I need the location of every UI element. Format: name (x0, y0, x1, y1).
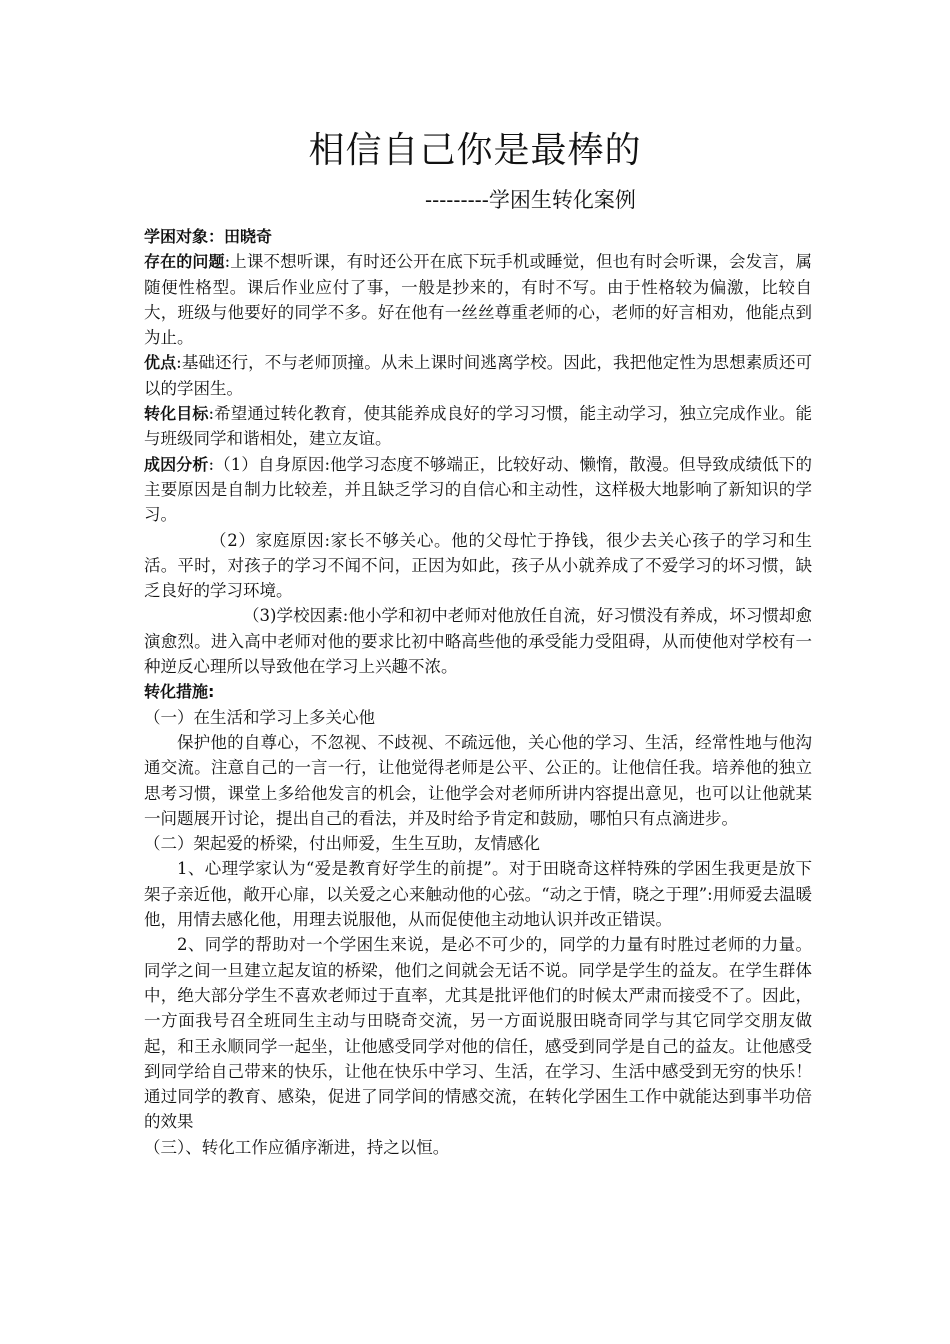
cause-school-paragraph: （3)学校因素:他小学和初中老师对他放任自流，好习惯没有养成，坏习惯却愈演愈烈。进入高中老师对他的要求比初中略高些他的承受能力受阻碍，从而使他对学校有一种逆反心理所以导致他在学习上兴趣不浓。 (144, 606, 812, 677)
measure-1-heading: （一）在生活和学习上多关心他 (144, 707, 375, 727)
student-object-line (144, 224, 812, 249)
goal-paragraph (144, 401, 812, 452)
problem-label: 存在的问题 (144, 252, 225, 272)
measure-3-heading: （三）、转化工作应循序渐进，持之以恒。 (144, 1137, 450, 1157)
merit-text: :基础还行，不与老师顶撞。从未上课时间逃离学校。因此，我把他定性为思想素质还可以的学困生。 (144, 353, 812, 398)
merit-paragraph (144, 350, 812, 401)
measure-2-paragraph-2: 2、同学的帮助对一个学困生来说，是必不可少的，同学的力量有时胜过老师的力量。同学之间一旦建立起友谊的桥梁，他们之间就会无话不说。同学是学生的益友。在学生群体中，绝大部分学生不喜欢老师过于直率，尤其是批评他们的时候太严肃而接受不了。因此，一方面我号召全班同生主动与田晓奇交流，另一方面说服田晓奇同学与其它同学交朋友做起，和王永顺同学一起坐，让他感受同学对他的信任，感受到同学是自己的益友。让他感受到同学给自己带来的快乐，让他在快乐中学习、生活，在学习、生活中感受到无穷的快乐！通过同学的教育、感染，促进了同学间的情感交流，在转化学困生工作中就能达到事半功倍的效果 (144, 935, 812, 1132)
cause-family-paragraph: （2）家庭原因:家长不够关心。他的父母忙于挣钱，很少去关心孩子的学习和生活。平时，对孩子的学习不闻不问，正因为如此，孩子从小就养成了不爱学习的坏习惯，缺乏良好的学习环境。 (144, 530, 812, 601)
cause-paragraph (144, 452, 812, 528)
measure-1-text: 保护他的自尊心，不忽视、不歧视、不疏远他，关心他的学习、生活，经常性地与他沟通交流。注意自己的一言一行，让他觉得老师是公平、公正的。让他信任我。培养他的独立思考习惯，课堂上多给他发言的机会，让他学会对老师所讲内容提出意见，也可以让他就某一问题展开讨论，提出自己的看法，并及时给予肯定和鼓励，哪怕只有点滴进步。 (144, 732, 812, 828)
student-object-label: 学困对象：田晓奇 (144, 227, 273, 246)
goal-text: :希望通过转化教育，使其能养成良好的学习习惯，能主动学习，独立完成作业。能与班级同学和谐相处，建立友谊。 (144, 404, 812, 449)
problem-text: :上课不想听课，有时还公开在底下玩手机或睡觉，但也有时会听课，会发言，属随便性格型。课后作业应付了事，一般是抄来的，有时不写。由于性格较为偏激，比较自大，班级与他要好的同学不多。好在他有一丝丝尊重老师的心，老师的好言相劝，他能点到为止。 (144, 252, 812, 348)
cause-label: 成因分析 (144, 454, 209, 474)
goal-label: 转化目标 (144, 404, 209, 424)
measures-line (144, 679, 812, 704)
document-body (144, 224, 812, 1160)
measure-2-heading: （二）架起爱的桥梁，付出师爱，生生互助，友情感化 (144, 834, 540, 854)
measures-label: 转化措施: (144, 682, 215, 702)
document-title: 相信自己你是最棒的 (308, 130, 642, 171)
cause-text: :（1）自身原因:他学习态度不够端正，比较好动、懒惰，散漫。但导致成绩低下的主要原因是自制力比较差，并且缺乏学习的自信心和主动性，这样极大地影响了新知识的学习。 (144, 454, 812, 525)
document-subtitle: ---------学困生转化案例 (425, 188, 636, 212)
merit-label: 优点 (144, 353, 177, 373)
problem-paragraph (144, 249, 812, 350)
measure-2-paragraph-1: 1、心理学家认为“爱是教育好学生的前提”。对于田晓奇这样特殊的学困生我更是放下架子亲近他，敞开心扉，以关爱之心来触动他的心弦。“动之于情，晓之于理”:用师爱去温暖他，用情去感化他，用理去说服他，从而促使他主动地认识并改正错误。 (144, 859, 812, 930)
